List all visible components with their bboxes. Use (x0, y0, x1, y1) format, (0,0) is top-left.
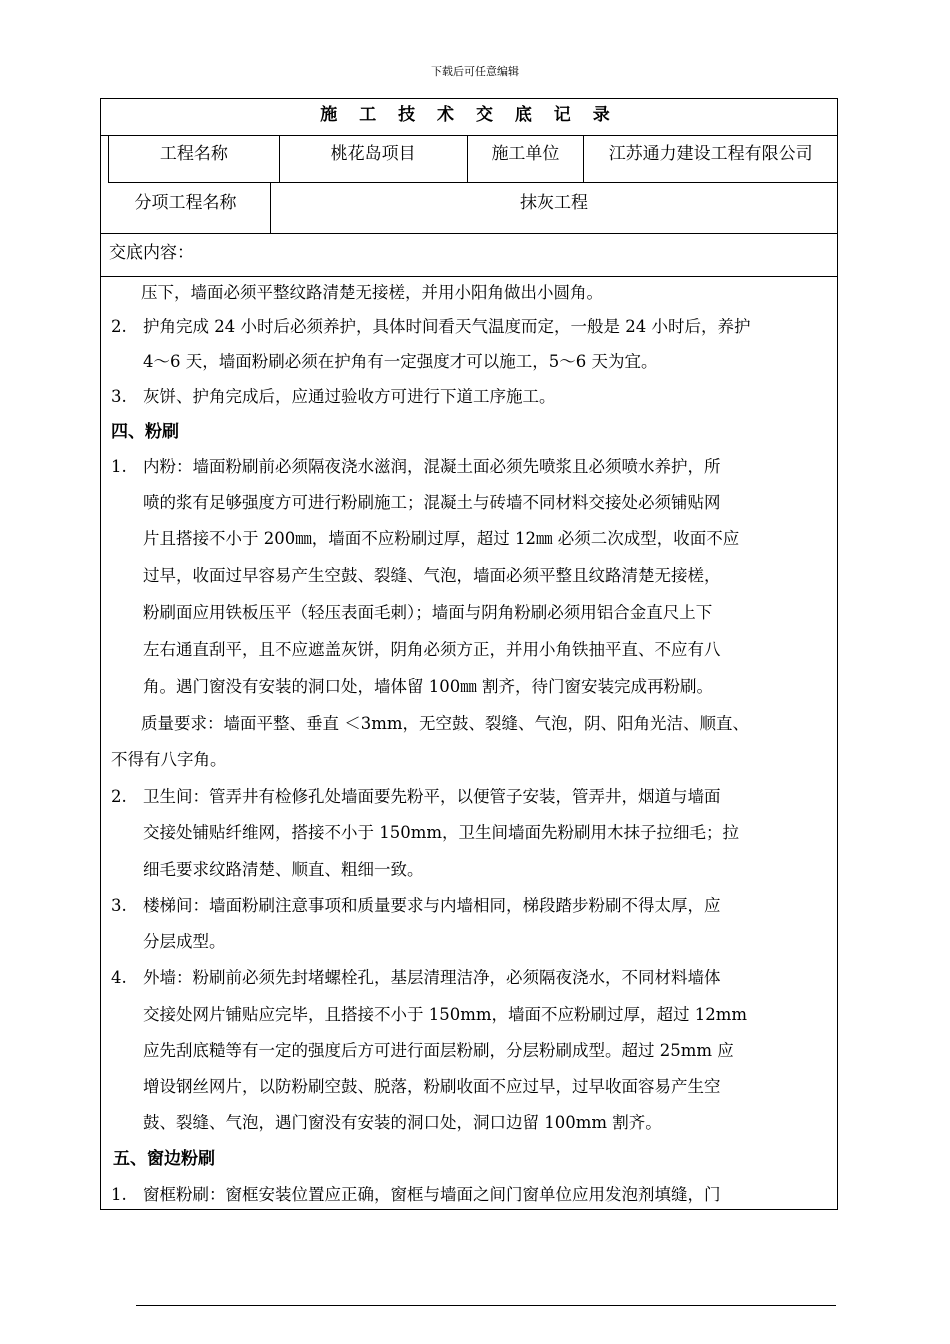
header-note: 下载后可任意编辑 (431, 65, 519, 78)
content-line: 增设钢丝网片，以防粉刷空鼓、脱落，粉刷收面不应过早，过早收面容易产生空 (143, 1077, 721, 1096)
content-line: 4～6 天，墙面粉刷必须在护角有一定强度才可以施工，5～6 天为宜。 (143, 352, 658, 371)
content-line: 外墙：粉刷前必须先封堵螺栓孔，基层清理洁净，必须隔夜浇水，不同材料墙体 (143, 968, 721, 987)
content-line: 窗框粉刷：窗框安装位置应正确，窗框与墙面之间门窗单位应用发泡剂填缝，门 (143, 1185, 721, 1204)
content-line: 喷的浆有足够强度方可进行粉刷施工；混凝土与砖墙不同材料交接处必须铺贴网 (143, 493, 721, 512)
footer-rule (136, 1305, 836, 1306)
project-info-row (108, 135, 837, 183)
list-number: 1. (111, 1185, 127, 1204)
content-line: 鼓、裂缝、气泡，遇门窗没有安装的洞口处，洞口边留 100mm 割齐。 (143, 1113, 662, 1132)
disclosure-record-table (100, 98, 838, 1210)
section-heading: 四、粉刷 (111, 422, 179, 442)
content-line: 卫生间：管弄井有检修孔处墙面要先粉平，以便管子安装，管弄井，烟道与墙面 (143, 787, 721, 806)
content-line: 片且搭接不小于 200㎜，墙面不应粉刷过厚，超过 12㎜ 必须二次成型，收面不应 (143, 529, 740, 548)
table-title: 施 工 技 术 交 底 记 录 (101, 99, 837, 136)
content-line: 楼梯间：墙面粉刷注意事项和质量要求与内墙相同，梯段踏步粉刷不得太厚，应 (143, 896, 721, 915)
list-number: 3. (111, 896, 127, 915)
content-line: 过早，收面过早容易产生空鼓、裂缝、气泡，墙面必须平整且纹路清楚无接槎， (143, 566, 721, 585)
list-number: 3. (111, 387, 127, 406)
content-line: 粉刷面应用铁板压平（轻压表面毛刺）；墙面与阴角粉刷必须用铝合金直尺上下 (143, 603, 713, 622)
content-line: 细毛要求纹路清楚、顺直、粗细一致。 (143, 860, 424, 879)
list-number: 4. (111, 968, 127, 987)
project-name-label: 工程名称 (109, 135, 280, 182)
list-number: 2. (111, 317, 127, 336)
list-number: 1. (111, 457, 127, 476)
construction-unit-label: 施工单位 (468, 135, 585, 182)
disclosure-label: 交底内容： (101, 233, 837, 277)
content-line: 内粉：墙面粉刷前必须隔夜浇水滋润，混凝土面必须先喷浆且必须喷水养护，所 (143, 457, 721, 476)
section-heading: 五、窗边粉刷 (113, 1149, 215, 1169)
content-line: 护角完成 24 小时后必须养护，具体时间看天气温度而定，一般是 24 小时后，养护 (143, 317, 751, 336)
content-line: 角。遇门窗没有安装的洞口处，墙体留 100㎜ 割齐，待门窗安装完成再粉刷。 (143, 677, 713, 696)
content-line: 灰饼、护角完成后，应通过验收方可进行下道工序施工。 (143, 387, 556, 406)
sub-project-row (101, 183, 837, 234)
list-number: 2. (111, 787, 127, 806)
content-line: 左右通直刮平，且不应遮盖灰饼，阴角必须方正，并用小角铁抽平直、不应有八 (143, 640, 721, 659)
content-line: 交接处网片铺贴应完毕，且搭接不小于 150mm，墙面不应粉刷过厚，超过 12mm (143, 1005, 748, 1024)
project-name-value: 桃花岛项目 (280, 135, 468, 182)
content-line: 不得有八字角。 (111, 750, 227, 769)
content-line: 交接处铺贴纤维网，搭接不小于 150mm，卫生间墙面先粉刷用木抹子拉细毛；拉 (143, 823, 740, 842)
content-line: 质量要求：墙面平整、垂直 ＜3mm，无空鼓、裂缝、气泡，阴、阳角光洁、顺直、 (141, 714, 750, 733)
content-line: 分层成型。 (143, 932, 226, 951)
sub-project-value: 抹灰工程 (520, 193, 588, 213)
sub-project-label: 分项工程名称 (101, 183, 271, 233)
content-line: 压下，墙面必须平整纹路清楚无接槎，并用小阳角做出小圆角。 (141, 283, 603, 302)
construction-unit-value: 江苏通力建设工程有限公司 (608, 144, 813, 164)
content-line: 应先刮底糙等有一定的强度后方可进行面层粉刷，分层粉刷成型。超过 25mm 应 (143, 1041, 734, 1060)
